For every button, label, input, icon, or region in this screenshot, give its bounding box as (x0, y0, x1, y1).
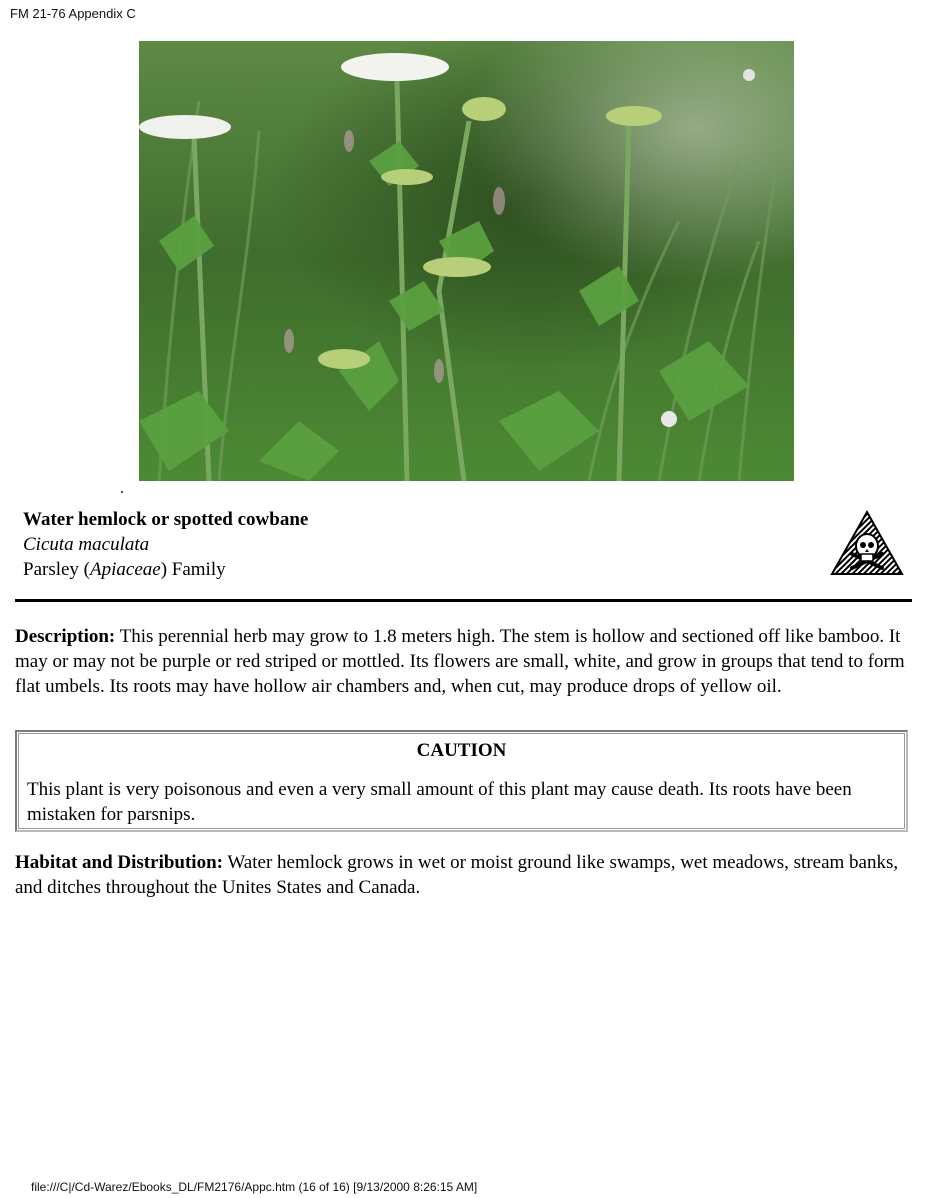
habitat-paragraph (15, 850, 912, 900)
page-header: FM 21-76 Appendix C (10, 6, 136, 21)
description-label: Description: (15, 626, 116, 647)
description-text: This perennial herb may grow to 1.8 meters high. The stem is hollow and sectioned off like bamboo. It may or may not be purple or red striped or mottled. Its flowers are small, white, and grow in groups that tend to form flat umbels. Its roots may have hollow air chambers and, when cut, may produce drops of yellow oil. (15, 626, 905, 697)
caution-text: This plant is very poisonous and even a very small amount of this plant may cause death. Its roots have been mistaken for parsnips. (27, 779, 852, 825)
caution-title: CAUTION (416, 740, 507, 761)
family-prefix: Parsley ( (23, 559, 91, 580)
habitat-text: Water hemlock grows in wet or moist ground like swamps, wet meadows, stream banks, and ditches throughout the Unites States and Canada. (15, 852, 899, 898)
plant-photo (139, 41, 794, 481)
stray-dot (121, 491, 123, 493)
family-suffix: ) Family (160, 559, 226, 580)
family-line (23, 557, 308, 582)
common-name: Water hemlock or spotted cowbane (23, 509, 309, 530)
description-paragraph (15, 624, 912, 699)
caution-box (15, 730, 908, 832)
section-divider (15, 599, 912, 602)
plant-title-block (23, 507, 308, 582)
poison-skull-warning-icon (830, 510, 904, 576)
scientific-name: Cicuta maculata (23, 534, 150, 555)
family-latin: Apiaceae (90, 559, 161, 580)
page-footer: file:///C|/Cd-Warez/Ebooks_DL/FM2176/Appc.htm (16 of 16) [9/13/2000 8:26:15 AM] (31, 1180, 478, 1194)
habitat-label: Habitat and Distribution: (15, 852, 223, 873)
